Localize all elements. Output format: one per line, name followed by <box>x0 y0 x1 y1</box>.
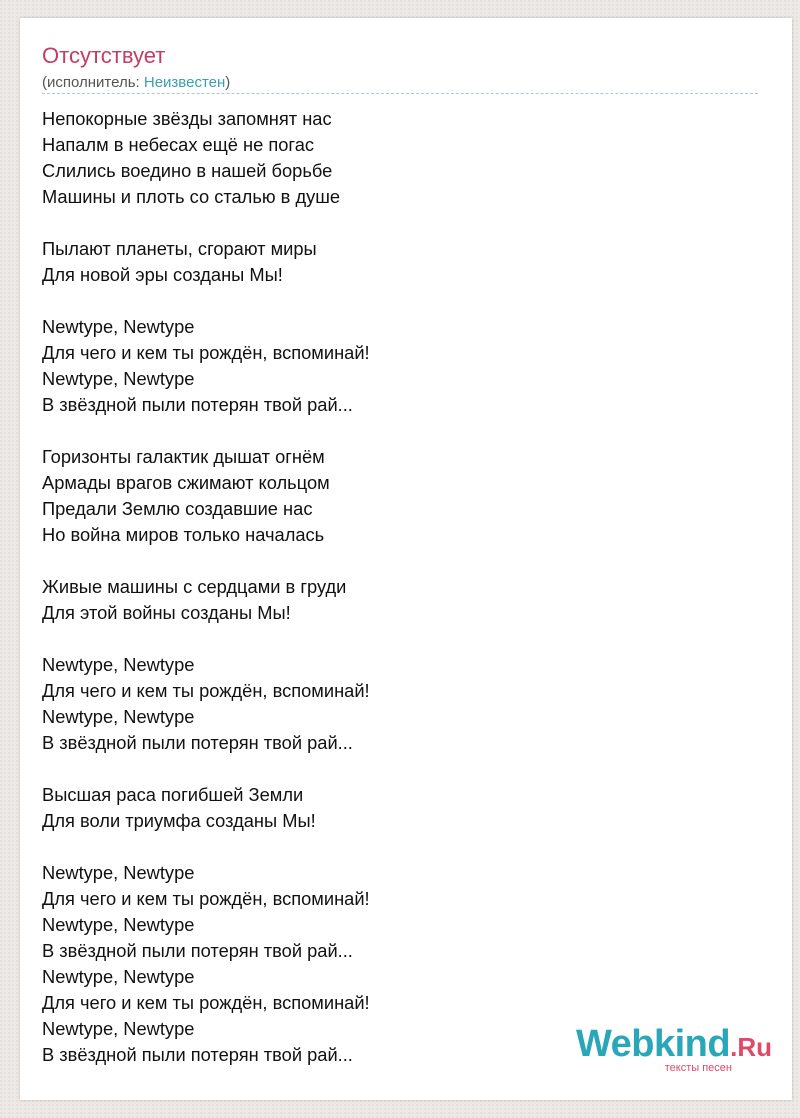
lyric-line: Newtype, Newtype <box>42 316 195 337</box>
lyric-line: В звёздной пыли потерян твой рай... <box>42 940 353 961</box>
lyric-line: Для воли триумфа созданы Мы! <box>42 810 316 831</box>
stanza-break <box>42 210 370 236</box>
lyric-line: Слились воедино в нашей борьбе <box>42 160 333 181</box>
lyric-line: Для этой войны созданы Мы! <box>42 602 291 623</box>
lyric-line: Newtype, Newtype <box>42 654 195 675</box>
lyric-line: Для чего и кем ты рождён, вспоминай! <box>42 342 370 363</box>
stanza-break <box>42 756 370 782</box>
lyric-line: Армады врагов сжимают кольцом <box>42 472 330 493</box>
stanza-break <box>42 418 370 444</box>
lyric-line: Но война миров только началась <box>42 524 325 545</box>
lyric-line: Newtype, Newtype <box>42 706 195 727</box>
lyric-line: В звёздной пыли потерян твой рай... <box>42 732 353 753</box>
lyric-line: Newtype, Newtype <box>42 368 195 389</box>
lyric-line: Для чего и кем ты рождён, вспоминай! <box>42 680 370 701</box>
lyric-line: Для чего и кем ты рождён, вспоминай! <box>42 888 370 909</box>
lyric-line: Машины и плоть со сталью в душе <box>42 186 341 207</box>
lyric-line: Пылают планеты, сгорают миры <box>42 238 317 259</box>
lyrics-page <box>20 18 792 1100</box>
lyric-line: Предали Землю создавшие нас <box>42 498 313 519</box>
artist-link[interactable]: Неизвестен <box>143 74 226 91</box>
lyric-line: Непокорные звёзды запомнят нас <box>42 108 332 129</box>
lyric-line: В звёздной пыли потерян твой рай... <box>42 394 353 415</box>
lyric-line: Newtype, Newtype <box>42 1018 195 1039</box>
dashed-divider <box>42 93 758 94</box>
lyric-line: Newtype, Newtype <box>42 966 195 987</box>
lyric-line: Для чего и кем ты рождён, вспоминай! <box>42 992 370 1013</box>
lyric-line: Newtype, Newtype <box>42 862 195 883</box>
lyric-line: Newtype, Newtype <box>42 914 195 935</box>
lyric-line: В звёздной пыли потерян твой рай... <box>42 1044 353 1065</box>
lyric-line: Для новой эры созданы Мы! <box>42 264 283 285</box>
lyric-line: Напалм в небесах ещё не погас <box>42 134 314 155</box>
stanza-break <box>42 626 370 652</box>
lyric-line: Высшая раса погибшей Земли <box>42 784 304 805</box>
lyric-line: Живые машины с сердцами в груди <box>42 576 347 597</box>
lyric-line: Горизонты галактик дышат огнём <box>42 446 325 467</box>
logo-tagline: тексты песен <box>664 1062 732 1074</box>
lyrics-text <box>42 106 370 1068</box>
song-title: Отсутствует <box>42 43 166 68</box>
stanza-break <box>42 548 370 574</box>
stanza-break <box>42 834 370 860</box>
logo-brand: Webkind <box>575 1023 731 1065</box>
site-logo[interactable] <box>572 1024 772 1080</box>
logo-tld: .Ru <box>730 1032 772 1062</box>
stanza-break <box>42 288 370 314</box>
artist-suffix: ) <box>225 74 231 91</box>
artist-prefix: (исполнитель: <box>42 74 144 91</box>
artist-line <box>42 74 230 92</box>
